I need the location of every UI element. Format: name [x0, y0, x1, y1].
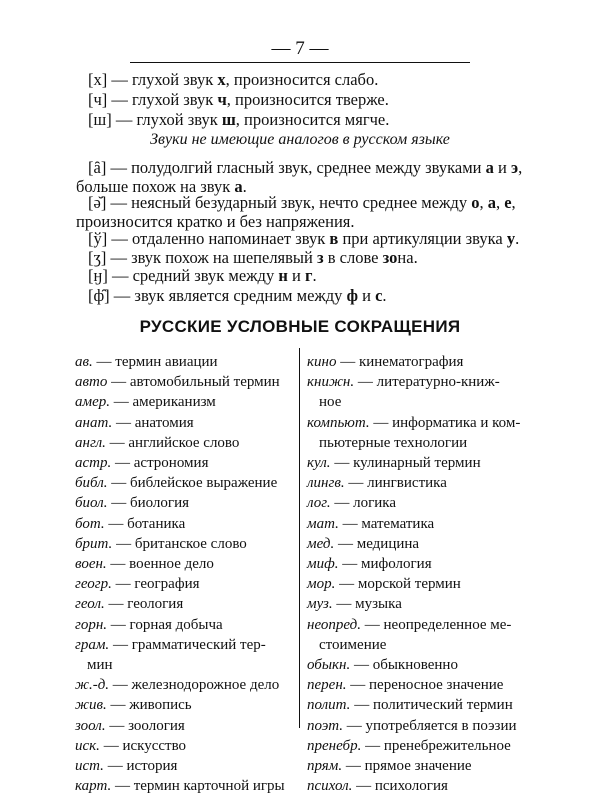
abbreviation-meaning-continued: стоимение	[319, 636, 387, 653]
abbreviation-entry	[75, 574, 295, 594]
sound-row-sh: [ш] — глухой звук ш, произносится мягче.	[88, 110, 390, 129]
abbreviation-meaning: — астрономия	[111, 455, 209, 472]
abbreviation-term: геол.	[75, 596, 105, 613]
abbreviation-meaning: — информатика и ком-	[369, 414, 521, 431]
abbreviations-right-column	[307, 352, 537, 796]
abbreviation-term: ж.-д.	[75, 677, 110, 694]
abbreviation-entry	[75, 433, 295, 453]
abbreviation-meaning: — география	[111, 576, 200, 593]
abbreviation-term: брит.	[75, 535, 113, 552]
abbreviation-term: компьют.	[307, 414, 370, 431]
abbreviation-term: астр.	[75, 455, 112, 472]
abbreviation-term: лингв.	[307, 475, 345, 492]
abbreviation-meaning: — логика	[330, 495, 397, 512]
abbreviation-meaning: — зоология	[105, 717, 185, 734]
abbreviation-term: зоол.	[75, 717, 106, 734]
abbreviation-entry	[307, 776, 537, 796]
abbreviation-entry	[307, 675, 537, 695]
abbreviation-entry	[307, 352, 537, 372]
abbreviation-entry	[307, 473, 537, 493]
abbreviation-meaning: — биология	[107, 495, 189, 512]
abbreviation-entry	[75, 675, 295, 695]
abbreviation-entry	[307, 453, 537, 473]
abbreviation-term: авто	[75, 374, 108, 391]
abbreviations-heading: РУССКИЕ УСЛОВНЫЕ СОКРАЩЕНИЯ	[139, 317, 461, 336]
abbreviation-entry	[75, 716, 295, 736]
sound-row-a-line2: больше похож на звук а.	[76, 177, 247, 196]
abbreviation-term: психол.	[307, 778, 353, 795]
abbreviation-meaning: — железнодорожное дело	[109, 677, 280, 694]
abbreviation-entry	[307, 534, 537, 554]
abbreviation-entry	[307, 615, 537, 655]
abbreviation-meaning: — обыкновенно	[350, 657, 458, 674]
abbreviation-meaning: — прямое значение	[342, 758, 472, 775]
abbreviation-meaning: — морской термин	[335, 576, 461, 593]
abbreviation-entry	[75, 635, 295, 675]
abbreviation-meaning: — математика	[338, 515, 435, 532]
abbreviation-entry	[75, 736, 295, 756]
abbreviation-term: обыкн.	[307, 657, 351, 674]
abbreviation-entry	[307, 655, 537, 675]
abbreviation-term: перен.	[307, 677, 347, 694]
abbreviation-entry	[307, 716, 537, 736]
abbreviation-meaning: — геология	[104, 596, 184, 613]
abbreviation-term: кино	[307, 354, 337, 370]
abbreviation-entry	[75, 554, 295, 574]
abbreviation-term: мед.	[307, 535, 335, 552]
abbreviation-meaning: — английское слово	[105, 434, 240, 451]
abbreviation-term: геогр.	[75, 576, 112, 593]
abbreviation-term: пренебр.	[307, 737, 362, 754]
abbreviation-entry	[75, 473, 295, 493]
abbreviation-entry	[75, 453, 295, 473]
abbreviation-term: англ.	[75, 434, 106, 451]
abbreviation-meaning: — термин авиации	[92, 354, 218, 370]
sound-row-n: [ӈ] — средний звук между н и г.	[88, 266, 317, 285]
sound-row-f: [ф̑] — звук является средним между ф и с.	[88, 286, 387, 305]
abbreviation-term: воен.	[75, 556, 107, 573]
abbreviation-term: грам.	[75, 636, 110, 653]
abbreviation-meaning: — кулинарный термин	[330, 455, 481, 472]
abbreviation-term: полит.	[307, 697, 351, 714]
abbreviation-entry	[75, 514, 295, 534]
abbreviation-entry	[75, 695, 295, 715]
abbreviation-term: поэт.	[307, 717, 343, 734]
abbreviation-entry	[75, 534, 295, 554]
abbreviation-term: карт.	[75, 778, 112, 795]
page-number: — 7 —	[271, 38, 329, 59]
abbreviation-entry	[307, 695, 537, 715]
column-divider	[299, 348, 300, 728]
abbreviation-meaning: — военное дело	[106, 556, 214, 573]
abbreviation-meaning: — лингвистика	[344, 475, 447, 492]
abbreviation-term: ав.	[75, 354, 93, 370]
abbreviation-entry	[75, 756, 295, 776]
abbreviation-entry	[307, 372, 537, 412]
abbreviation-meaning-continued: пьютерные технологии	[319, 434, 468, 451]
abbreviation-entry	[307, 756, 537, 776]
abbreviation-term: биол.	[75, 495, 108, 512]
abbreviation-meaning: — литературно-книж-	[354, 374, 500, 391]
sound-row-u: [ў] — отдаленно напоминает звук в при артикуляции звука у.	[88, 229, 520, 248]
abbreviation-meaning: — кинематография	[336, 354, 464, 370]
abbreviation-term: ист.	[75, 758, 104, 775]
abbreviation-term: библ.	[75, 475, 108, 492]
abbreviation-term: амер.	[75, 394, 110, 411]
abbreviation-meaning: — пренебрежительное	[361, 737, 511, 754]
sound-row-ch: [ч] — глухой звук ч, произносится тверже.	[88, 90, 389, 109]
abbreviation-meaning: — история	[103, 758, 178, 775]
abbreviation-meaning: — термин карточной игры	[111, 778, 285, 795]
abbreviation-term: муз.	[307, 596, 333, 613]
abbreviation-term: книжн.	[307, 374, 355, 391]
abbreviation-meaning: — медицина	[334, 535, 420, 552]
abbreviation-entry	[307, 574, 537, 594]
abbreviations-left-column	[75, 352, 295, 796]
abbreviation-entry	[75, 776, 295, 796]
abbreviation-meaning: — горная добыча	[107, 616, 223, 633]
abbreviation-entry	[75, 493, 295, 513]
abbreviation-term: неопред.	[307, 616, 362, 633]
abbreviation-entry	[75, 594, 295, 614]
abbreviation-term: анат.	[75, 414, 113, 431]
abbreviation-meaning: — музыка	[332, 596, 402, 613]
abbreviation-term: лог.	[307, 495, 331, 512]
abbreviation-entry	[307, 594, 537, 614]
abbreviation-meaning: — библейское выражение	[107, 475, 278, 492]
abbreviation-entry	[75, 392, 295, 412]
abbreviation-entry	[307, 736, 537, 756]
section-subtitle: Звуки не имеющие аналогов в русском языке	[150, 131, 450, 148]
abbreviation-meaning: — психология	[352, 778, 448, 795]
abbreviation-meaning-continued: мин	[87, 657, 113, 674]
abbreviation-term: горн.	[75, 616, 108, 633]
abbreviation-entry	[75, 352, 295, 372]
abbreviation-entry	[307, 493, 537, 513]
abbreviation-entry	[75, 413, 295, 433]
abbreviation-entry	[307, 413, 537, 453]
abbreviation-meaning: — ботаника	[104, 515, 186, 532]
abbreviation-term: иск.	[75, 737, 100, 754]
abbreviation-meaning: — мифология	[338, 556, 432, 573]
abbreviation-meaning: — анатомия	[112, 414, 194, 431]
abbreviation-term: бот.	[75, 515, 105, 532]
abbreviation-meaning: — переносное значение	[346, 677, 504, 694]
abbreviation-meaning: — живопись	[106, 697, 192, 714]
sound-row-e-line2: произносится кратко и без напряжения.	[76, 212, 355, 231]
abbreviation-entry	[307, 514, 537, 534]
abbreviation-meaning: — грамматический тер-	[109, 636, 266, 653]
abbreviation-meaning: — искусство	[99, 737, 187, 754]
abbreviation-meaning: — автомобильный термин	[107, 374, 280, 391]
sound-row-kh: [х] — глухой звук х, произносится слабо.	[88, 70, 379, 89]
abbreviation-term: мор.	[307, 576, 336, 593]
abbreviation-term: жив.	[75, 697, 107, 714]
header-rule	[130, 62, 470, 63]
abbreviation-entry	[75, 372, 295, 392]
abbreviation-entry	[307, 554, 537, 574]
abbreviation-meaning-continued: ное	[319, 394, 342, 411]
abbreviation-term: прям.	[307, 758, 343, 775]
sound-row-e-line1: [ǝ̆] — неясный безударный звук, нечто среднее между о, а, е,	[88, 193, 516, 212]
abbreviation-entry	[75, 615, 295, 635]
abbreviation-term: кул.	[307, 455, 331, 472]
sound-row-a-line1: [ȃ] — полудолгий гласный звук, среднее между звуками а и э,	[88, 158, 523, 177]
abbreviation-meaning: — неопределенное ме-	[361, 616, 512, 633]
abbreviation-term: мат.	[307, 515, 339, 532]
abbreviation-term: миф.	[307, 556, 339, 573]
abbreviation-meaning: — политический термин	[350, 697, 513, 714]
abbreviation-meaning: — американизм	[109, 394, 216, 411]
abbreviation-meaning: — британское слово	[112, 535, 247, 552]
abbreviation-meaning: — употребляется в поэзии	[342, 717, 517, 734]
sound-row-z: [ʒ] — звук похож на шепелявый з в слове зона.	[88, 248, 418, 267]
